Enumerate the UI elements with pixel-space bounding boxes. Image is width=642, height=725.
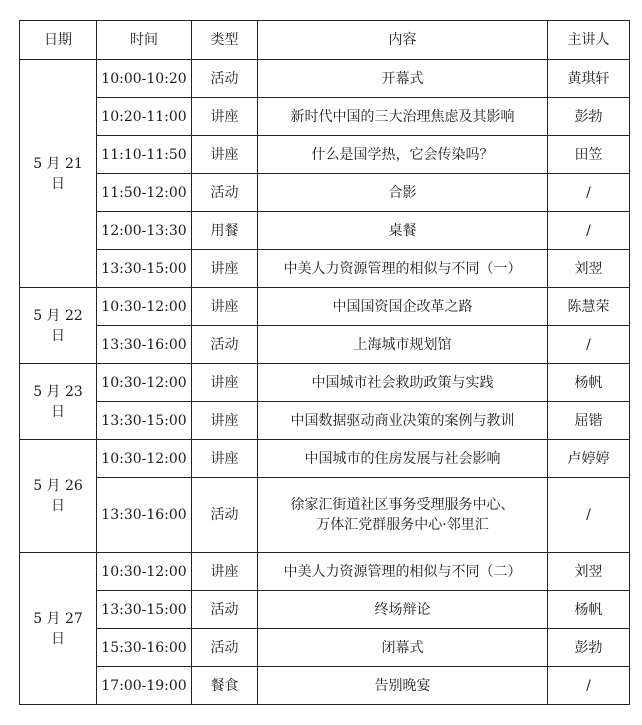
speaker-cell: /: [548, 478, 630, 553]
date-line: 日: [51, 498, 65, 514]
speaker-cell: 杨帆: [548, 364, 630, 402]
time-cell: 17:00-19:00: [97, 667, 192, 705]
time-cell: 10:30-12:00: [97, 288, 192, 326]
content-cell: 桌餐: [258, 212, 548, 250]
date-line: 日: [51, 175, 65, 192]
content-cell: 合影: [258, 174, 548, 212]
table-row: [20, 402, 630, 440]
header-speaker: 主讲人: [548, 21, 630, 60]
table-row: [20, 250, 630, 288]
speaker-cell: 田笠: [548, 136, 630, 174]
table-row: [20, 591, 630, 629]
type-cell: 活动: [192, 326, 258, 364]
table-row: [20, 667, 630, 705]
table-row: [20, 288, 630, 326]
table-row: [20, 212, 630, 250]
date-line: 5 月 27: [33, 610, 83, 627]
speaker-cell: 屈锴: [548, 402, 630, 440]
type-cell: 活动: [192, 174, 258, 212]
content-cell: 中国城市社会救助政策与实践: [258, 364, 548, 402]
time-cell: 13:30-15:00: [97, 591, 192, 629]
date-cell: [20, 364, 97, 440]
content-cell: 什么是国学热，它会传染吗？: [258, 136, 548, 174]
speaker-cell: /: [548, 212, 630, 250]
table-row: [20, 98, 630, 136]
type-cell: 活动: [192, 629, 258, 667]
time-cell: 13:30-15:00: [97, 402, 192, 440]
time-cell: 15:30-16:00: [97, 629, 192, 667]
schedule-table: [19, 20, 630, 705]
content-cell: 中国数据驱动商业决策的案例与教训: [258, 402, 548, 440]
table-row: [20, 136, 630, 174]
content-line: 徐家汇街道社区事务受理服务中心、: [290, 497, 515, 513]
type-cell: 讲座: [192, 553, 258, 591]
date-line: 5 月 26: [33, 478, 83, 494]
content-line: 万体汇党群服务中心·邻里汇: [316, 517, 489, 533]
speaker-cell: /: [548, 326, 630, 364]
header-content: 内容: [258, 21, 548, 60]
header-row: [20, 21, 630, 60]
type-cell: 活动: [192, 60, 258, 98]
type-cell: 餐食: [192, 667, 258, 705]
type-cell: 讲座: [192, 402, 258, 440]
speaker-cell: 彭勃: [548, 629, 630, 667]
table-row: [20, 60, 630, 98]
time-cell: 11:50-12:00: [97, 174, 192, 212]
type-cell: 讲座: [192, 136, 258, 174]
table-row: [20, 364, 630, 402]
date-cell: [20, 288, 97, 364]
table-row: [20, 629, 630, 667]
header-type: 类型: [192, 21, 258, 60]
type-cell: 讲座: [192, 364, 258, 402]
speaker-cell: 陈慧荣: [548, 288, 630, 326]
date-cell: [20, 553, 97, 705]
time-cell: 13:30-15:00: [97, 250, 192, 288]
header-date: 日期: [20, 21, 97, 60]
table-row: [20, 174, 630, 212]
date-line: 5 月 23: [33, 383, 83, 400]
speaker-cell: 彭勃: [548, 98, 630, 136]
type-cell: 活动: [192, 478, 258, 553]
date-cell: [20, 60, 97, 288]
time-cell: 12:00-13:30: [97, 212, 192, 250]
time-cell: 13:30-16:00: [97, 326, 192, 364]
content-cell: 中国国资国企改革之路: [258, 288, 548, 326]
time-cell: 10:20-11:00: [97, 98, 192, 136]
type-cell: 讲座: [192, 250, 258, 288]
type-cell: 讲座: [192, 98, 258, 136]
date-line: 日: [51, 630, 65, 647]
content-cell: 中国城市的住房发展与社会影响: [258, 440, 548, 478]
content-cell: 开幕式: [258, 60, 548, 98]
content-cell: 上海城市规划馆: [258, 326, 548, 364]
table-row: [20, 326, 630, 364]
speaker-cell: 卢婷婷: [548, 440, 630, 478]
speaker-cell: /: [548, 174, 630, 212]
content-cell: 新时代中国的三大治理焦虑及其影响: [258, 98, 548, 136]
type-cell: 讲座: [192, 440, 258, 478]
date-cell: [20, 440, 97, 553]
type-cell: 用餐: [192, 212, 258, 250]
date-line: 日: [51, 403, 65, 420]
content-cell: 终场辩论: [258, 591, 548, 629]
schedule-body: [20, 60, 630, 705]
content-cell: 告别晚宴: [258, 667, 548, 705]
type-cell: 活动: [192, 591, 258, 629]
header-time: 时间: [97, 21, 192, 60]
content-cell: 闭幕式: [258, 629, 548, 667]
speaker-cell: /: [548, 667, 630, 705]
date-line: 日: [51, 327, 65, 344]
table-row: [20, 553, 630, 591]
content-cell: [258, 478, 548, 553]
time-cell: 10:30-12:00: [97, 364, 192, 402]
date-line: 5 月 21: [33, 155, 83, 172]
time-cell: 10:00-10:20: [97, 60, 192, 98]
time-cell: 13:30-16:00: [97, 478, 192, 553]
table-row: [20, 478, 630, 553]
speaker-cell: 黄琪轩: [548, 60, 630, 98]
speaker-cell: 杨帆: [548, 591, 630, 629]
content-cell: 中美人力资源管理的相似与不同（二）: [258, 553, 548, 591]
time-cell: 10:30-12:00: [97, 553, 192, 591]
time-cell: 11:10-11:50: [97, 136, 192, 174]
time-cell: 10:30-12:00: [97, 440, 192, 478]
date-line: 5 月 22: [33, 307, 83, 324]
content-cell: 中美人力资源管理的相似与不同（一）: [258, 250, 548, 288]
speaker-cell: 刘翌: [548, 250, 630, 288]
speaker-cell: 刘翌: [548, 553, 630, 591]
table-row: [20, 440, 630, 478]
type-cell: 讲座: [192, 288, 258, 326]
